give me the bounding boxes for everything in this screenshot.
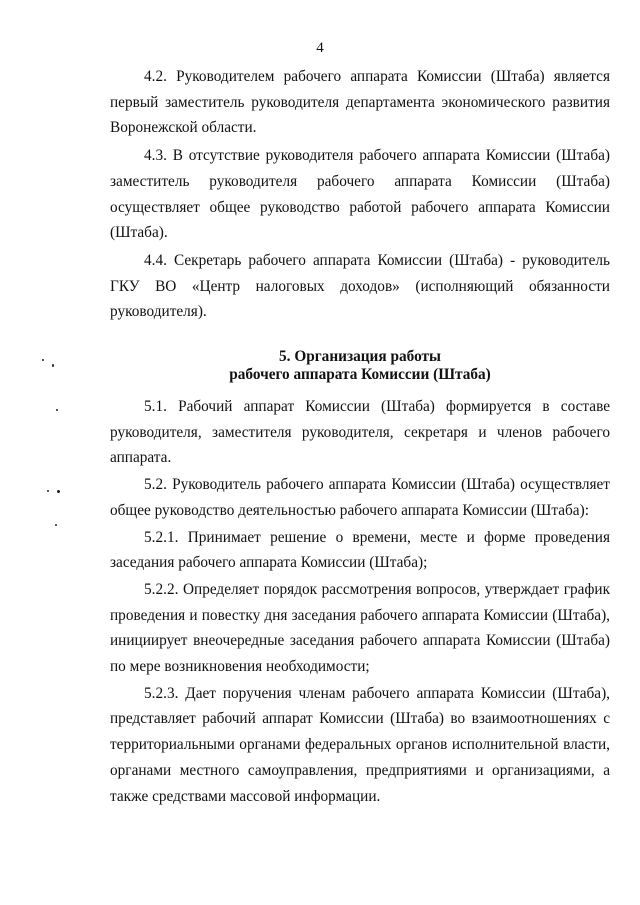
scan-mark	[55, 524, 57, 526]
scan-mark	[56, 409, 58, 411]
paragraph-5-2: 5.2. Руководитель рабочего аппарата Комиссии (Штаба) осуществляет общее руководство деятельностью рабочего аппарата Комиссии (Штаба):	[110, 476, 610, 519]
paragraph-5-2-3: 5.2.3. Дает поручения членам рабочего аппарата Комиссии (Штаба), представляет рабочий аппарат Комиссии (Штаба) во взаимоотношениях с территориальными органами федеральных органов исполнительной власти, органами местного самоуправления, предприятиями и организациями, а также средствами массовой информации.	[110, 684, 610, 805]
section-5-title-line-2: рабочего аппарата Комиссии (Штаба)	[229, 366, 491, 384]
section-5-heading	[110, 348, 610, 384]
paragraph-4-4: 4.4. Секретарь рабочего аппарата Комиссии (Штаба) - руководитель ГКУ ВО «Центр налоговых доходов» (исполняющий обязанности руководителя).	[110, 251, 610, 321]
paragraph-5-2-2: 5.2.2. Определяет порядок рассмотрения вопросов, утверждает график проведения и повестку дня заседания рабочего аппарата Комиссии (Штаба), инициирует внеочередные заседания рабочего аппарата Комиссии (Штаба) по мере возникновения необходимости;	[110, 580, 610, 676]
page-number: 4	[316, 40, 324, 56]
section-5-title-line-1: 5. Организация работы	[279, 348, 441, 366]
scan-mark	[57, 490, 60, 493]
scan-mark	[52, 364, 54, 367]
scan-mark	[47, 490, 49, 492]
paragraph-4-2: 4.2. Руководителем рабочего аппарата Комиссии (Штаба) является первый заместитель руководителя департамента экономического развития Воронежской области.	[110, 68, 610, 137]
scan-mark	[42, 359, 44, 361]
paragraph-4-3: 4.3. В отсутствие руководителя рабочего аппарата Комиссии (Штаба) заместитель руководителя рабочего аппарата Комиссии (Штаба) осуществляет общее руководство работой рабочего аппарата Комиссии (Штаба).	[110, 147, 610, 242]
paragraph-5-1: 5.1. Рабочий аппарат Комиссии (Штаба) формируется в составе руководителя, заместителя руководителя, секретаря и членов рабочего аппарата.	[110, 398, 610, 467]
document-body	[110, 64, 610, 809]
paragraph-5-2-1: 5.2.1. Принимает решение о времени, месте и форме проведения заседания рабочего аппарата Комиссии (Штаба);	[110, 528, 610, 572]
